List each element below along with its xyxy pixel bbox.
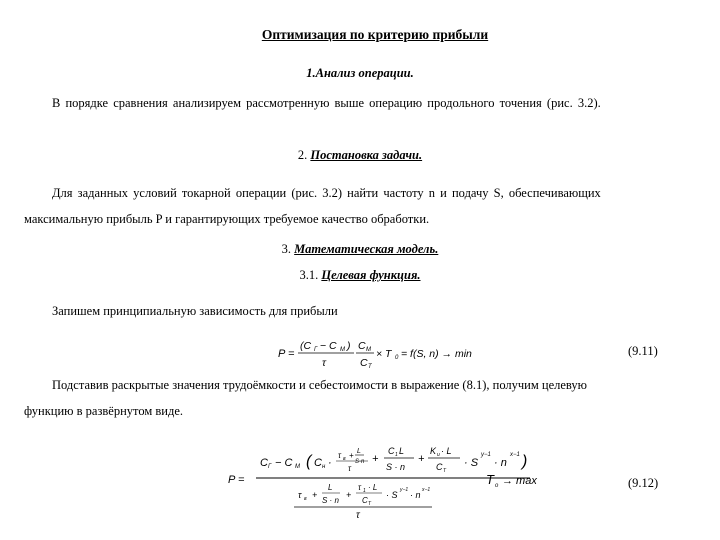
svg-text:C: C: [358, 340, 366, 352]
section-2-number: 2.: [297, 148, 308, 162]
svg-text:T: T: [368, 501, 372, 507]
svg-text:S · n: S · n: [322, 496, 339, 505]
svg-text:C: C: [388, 446, 395, 456]
svg-text:K: K: [430, 446, 437, 456]
svg-text:τ: τ: [338, 451, 341, 460]
svg-text:0: 0: [395, 355, 399, 361]
section-2-title: Постановка задачи.: [310, 148, 423, 162]
svg-text:Г: Г: [268, 464, 272, 470]
svg-text:+: +: [418, 453, 425, 465]
section-2-heading: [0, 148, 720, 163]
svg-text:M: M: [340, 347, 345, 353]
svg-text:C: C: [436, 462, 443, 472]
section-3-1-number: 3.1.: [299, 268, 319, 282]
svg-text:): ): [347, 340, 351, 352]
svg-text:· L: · L: [368, 483, 378, 492]
svg-text:н: н: [322, 464, 326, 470]
section-3-heading: [0, 242, 720, 257]
svg-text:· n: · n: [410, 490, 421, 500]
svg-text:(: (: [306, 453, 312, 470]
svg-text:C: C: [360, 357, 368, 369]
svg-text:T: T: [486, 472, 494, 487]
svg-text:C: C: [314, 457, 322, 469]
section-1-heading: 1.Анализ операции.: [306, 66, 414, 80]
section-3-1-heading: [0, 268, 720, 283]
svg-text:× T: × T: [376, 348, 392, 360]
svg-text:1: 1: [363, 488, 366, 494]
svg-text:y−1: y−1: [400, 487, 409, 493]
svg-text:в: в: [304, 496, 307, 502]
svg-text:(C: (C: [300, 340, 312, 352]
svg-text:τ: τ: [358, 483, 361, 492]
formula-9-12-image: [228, 438, 558, 522]
svg-text:и: и: [437, 452, 440, 458]
paragraph-3: Запишем принципиальную зависимость для прибыли: [52, 304, 338, 318]
svg-text:S · n: S · n: [386, 462, 406, 472]
svg-text:x−1: x−1: [510, 452, 520, 458]
svg-text:·: ·: [328, 457, 332, 469]
svg-text:· n: · n: [494, 457, 507, 469]
equation-number-9-12: (9.12): [628, 476, 659, 490]
svg-text:в: в: [343, 456, 346, 462]
paragraph-2-line-1: Для заданных условий токарной операции (рис. 3.2) найти частоту n и подачу S, обеспечивающих: [52, 186, 601, 200]
svg-text:+: +: [372, 453, 379, 465]
svg-text:M: M: [366, 347, 371, 353]
svg-text:M: M: [295, 464, 300, 470]
svg-text:1: 1: [395, 452, 398, 458]
svg-text:S·n: S·n: [355, 459, 365, 465]
equation-number-9-11: (9.11): [628, 344, 658, 358]
svg-text:x−1: x−1: [422, 487, 431, 493]
svg-text:+: +: [346, 490, 352, 500]
formula-9-11: [278, 334, 478, 374]
page-title: Оптимизация по критерию прибыли: [261, 27, 489, 42]
svg-text:T: T: [443, 468, 447, 474]
section-3-title: Математическая модель.: [294, 242, 439, 256]
svg-text:+: +: [349, 451, 354, 460]
svg-text:· L: · L: [441, 446, 452, 456]
svg-text:): ): [522, 453, 528, 470]
svg-text:= f(S, n) → min: = f(S, n) → min: [401, 348, 472, 360]
paragraph-2-line-2: максимальную прибыль P и гарантирующих требуемое качество обработки.: [24, 212, 430, 226]
svg-text:C: C: [362, 496, 368, 505]
svg-text:· S: · S: [464, 457, 479, 469]
svg-text:− C: − C: [275, 457, 293, 469]
svg-text:Г: Г: [314, 347, 318, 353]
svg-text:L: L: [328, 483, 333, 492]
svg-text:τ: τ: [298, 490, 302, 500]
formula-9-11-image: [278, 334, 478, 374]
svg-text:→ max: → max: [502, 475, 537, 487]
svg-text:+: +: [312, 490, 318, 500]
svg-text:P =: P =: [228, 474, 245, 486]
paragraph-4-line-2: функцию в развёрнутом виде.: [24, 404, 184, 418]
svg-text:y−1: y−1: [481, 452, 491, 458]
svg-text:C: C: [260, 457, 268, 469]
section-3-1-title: Целевая функция.: [321, 268, 421, 282]
paragraph-1: В порядке сравнения анализируем рассмотренную выше операцию продольного точения (рис. 3.2).: [52, 96, 601, 110]
section-3-number: 3.: [281, 242, 292, 256]
svg-text:L: L: [357, 448, 361, 455]
formula-9-12: [228, 438, 558, 522]
svg-text:P =: P =: [278, 348, 295, 360]
svg-text:τ: τ: [348, 464, 351, 473]
svg-text:o: o: [495, 483, 499, 489]
svg-text:· S: · S: [386, 490, 398, 500]
paragraph-4-line-1: Подставив раскрытые значения трудоёмкости и себестоимости в выражение (8.1), получим целевую: [52, 378, 587, 392]
svg-text:L: L: [399, 446, 405, 456]
svg-text:T: T: [368, 364, 372, 370]
svg-text:τ: τ: [322, 357, 326, 369]
svg-text:τ: τ: [356, 510, 360, 521]
svg-text:− C: − C: [320, 340, 337, 352]
